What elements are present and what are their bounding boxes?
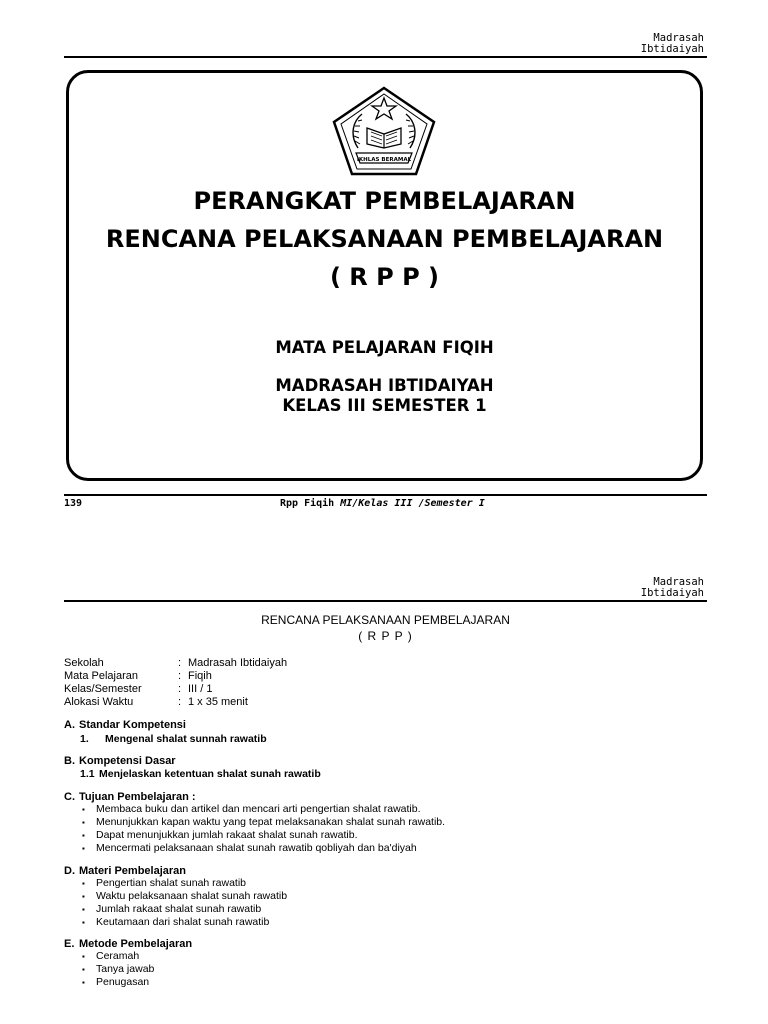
list-item: ▪ Waktu pelaksanaan shalat sunah rawatib	[80, 890, 680, 903]
identity-table	[64, 657, 464, 713]
item-text: Mengenal shalat sunnah rawatib	[105, 733, 267, 745]
section-a-item	[80, 733, 580, 746]
footer-text	[280, 498, 485, 509]
section-title: Kompetensi Dasar	[79, 755, 176, 767]
identity-value: III / 1	[188, 683, 213, 695]
identity-value: 1 x 35 menit	[188, 696, 248, 708]
item-number: 1.1	[80, 768, 95, 780]
section-a-heading	[64, 719, 464, 732]
emblem-banner-text: IKHLAS BERAMAL	[356, 157, 412, 163]
identity-colon: :	[178, 683, 182, 695]
header-line: Madrasah	[653, 32, 704, 44]
list-item: ▪ Membaca buku dan artikel dan mencari arti pengertian shalat rawatib.	[80, 803, 680, 816]
list-item: ▪ Ceramah	[80, 950, 680, 963]
list-item: ▪ Jumlah rakaat shalat sunah rawatib	[80, 903, 680, 916]
header-rule	[64, 600, 707, 602]
footer-text-italic: MI/Kelas III /Semester I	[340, 498, 485, 509]
identity-value: Madrasah Ibtidaiyah	[188, 657, 288, 669]
page-header	[641, 577, 704, 599]
identity-colon: :	[178, 670, 182, 682]
list-item: ▪ Penugasan	[80, 976, 680, 989]
identity-label: Alokasi Waktu	[64, 696, 134, 708]
rpp-subtitle: ( R P P )	[358, 629, 413, 643]
footer-text-plain: Rpp Fiqih	[280, 498, 341, 509]
list-item: ▪ Dapat menunjukkan jumlah rakaat shalat sunah rawatib.	[80, 829, 680, 842]
footer-rule	[64, 494, 707, 496]
section-title: Materi Pembelajaran	[79, 865, 186, 877]
header-line: Ibtidaiyah	[640, 587, 704, 599]
title-line: PERANGKAT PEMBELAJARAN	[193, 187, 576, 215]
section-title: Standar Kompetensi	[79, 719, 186, 731]
identity-label: Mata Pelajaran	[64, 670, 138, 682]
section-letter: D.	[64, 865, 75, 877]
ministry-emblem	[330, 86, 438, 178]
school-line: MADRASAH IBTIDAIYAH	[275, 376, 494, 395]
list-item: ▪ Tanya jawab	[80, 963, 680, 976]
list-item: ▪ Mencermati pelaksanaan shalat sunah rawatib qobliyah dan ba'diyah	[80, 842, 680, 855]
item-number: 1.	[80, 733, 89, 745]
list-item: ▪ Menunjukkan kapan waktu yang tepat melaksanakan shalat sunah rawatib.	[80, 816, 680, 829]
section-b-item	[80, 768, 580, 781]
header-rule	[64, 56, 707, 58]
class-line: KELAS III SEMESTER 1	[282, 396, 487, 415]
identity-colon: :	[178, 696, 182, 708]
identity-label: Sekolah	[64, 657, 104, 669]
materials-list	[80, 877, 680, 929]
section-title: Metode Pembelajaran	[79, 938, 193, 950]
subject-line: MATA PELAJARAN FIQIH	[275, 338, 494, 357]
methods-list	[80, 950, 680, 989]
list-item: ▪ Pengertian shalat sunah rawatib	[80, 877, 680, 890]
header-line: Madrasah	[653, 576, 704, 588]
identity-colon: :	[178, 657, 182, 669]
section-letter: E.	[64, 938, 75, 950]
identity-value: Fiqih	[188, 670, 212, 682]
objectives-list	[80, 803, 680, 855]
section-title: Tujuan Pembelajaran :	[79, 791, 196, 803]
page-number: 139	[64, 498, 83, 509]
header-line: Ibtidaiyah	[640, 43, 704, 55]
section-letter: B.	[64, 755, 75, 767]
rpp-title: RENCANA PELAKSANAAN PEMBELAJARAN	[261, 613, 510, 627]
page-header	[641, 33, 704, 55]
title-line: RENCANA PELAKSANAAN PEMBELAJARAN	[105, 225, 664, 253]
identity-label: Kelas/Semester	[64, 683, 142, 695]
section-letter: A.	[64, 719, 75, 731]
section-b-heading	[64, 755, 464, 768]
list-item: ▪ Keutamaan dari shalat sunah rawatib	[80, 916, 680, 929]
title-line: ( R P P )	[329, 263, 440, 291]
item-text: Menjelaskan ketentuan shalat sunah rawatib	[99, 768, 321, 780]
section-letter: C.	[64, 791, 75, 803]
